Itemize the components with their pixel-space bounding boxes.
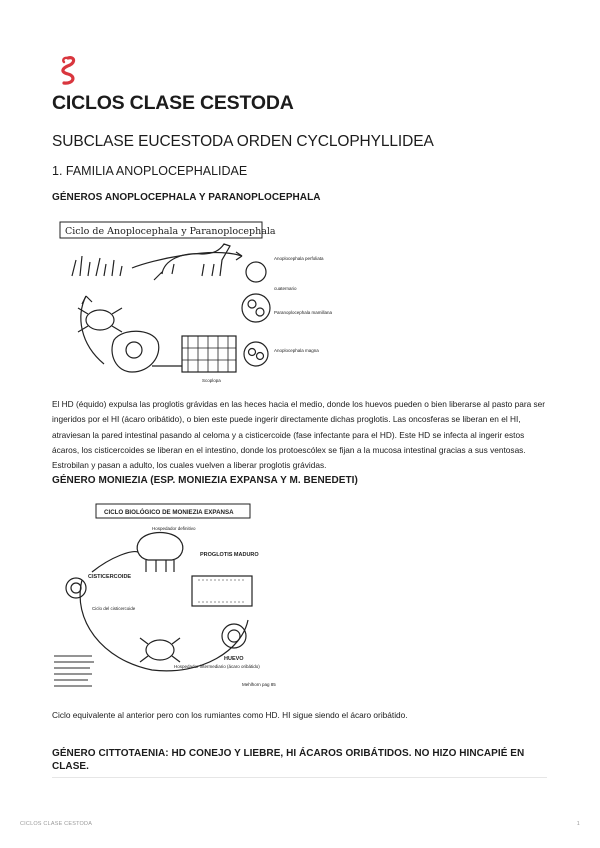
grass-drawing [72,256,122,276]
moniezia-paragraph: Ciclo equivalente al anterior pero con los rumiantes como HD. HI sigue siendo el ácaro oribátido. [52,710,408,720]
section-heading-anoplocephala: GÉNEROS ANOPLOCEPHALA Y PARANOPLOCEPHALA [52,192,321,203]
label-magna: Anoplocephala magna [274,348,319,353]
divider [52,777,547,778]
figure-title-moniezia: CICLO BIOLÓGICO DE MONIEZIA EXPANSA [104,509,234,516]
label-egg: HUEVO [224,656,244,662]
page-title: CICLOS CLASE CESTODA [52,92,294,114]
label-cuaternario: cuaternario [274,286,297,291]
anoplocephala-cycle-figure [52,216,342,386]
worm-logo-icon [52,54,80,86]
section-heading-cittotaenia: GÉNERO CITTOTAENIA: HD CONEJO Y LIEBRE, HI ÁCAROS ORIBÁTIDOS. NO HIZO HINCAPIÉ EN CLASE. [52,748,525,772]
figure-title: Ciclo de Anoplocephala y Paranoplocephala [65,226,276,237]
label-mature-proglottid: PROGLOTIS MADURO [200,552,259,558]
footer-page-number: 1 [576,821,580,827]
egg-drawing [112,331,159,372]
horse-drawing [154,244,230,280]
cysticercoid-drawing [66,578,86,598]
scolex-perfoliata [246,262,266,282]
label-reference: Mehlhorn pag 85 [242,682,276,687]
subclass-heading: SUBCLASE EUCESTODA ORDEN CYCLOPHYLLIDEA [52,133,434,150]
label-cysticercoid: CISTICERCOIDE [88,574,132,580]
label-intermediate-host: Hospedador intermediario (ácaro oribátido) [174,664,260,669]
sheep-drawing [137,533,183,561]
scolex-magna [244,342,268,366]
moniezia-cycle-figure [52,500,292,696]
label-definitive-host: Hospedador definitivo [152,526,196,531]
cycle-arrow-arc [80,580,248,671]
scolex-mamillana [242,294,270,322]
legend-text-block [54,656,94,686]
label-perfoliata: Anoplocephala perfoliata [274,256,324,261]
oribatid-mite-drawing [146,640,174,660]
label-mamillana: Paranoplocephala mamillana [274,310,333,315]
anoplocephala-paragraph: El HD (équido) expulsa las proglotis grávidas en las heces hacia el medio, donde los huevos pueden o bien liberarse al pasto para ser ingeridos por el HI (ácaro oribátido), o bien este puede ingerir directamente dichas proglotis. Las oncosferas se liberan en el HI, atraviesan la pared intestinal pasando al celoma y a cisticercoide (fase infectante para el HD). Este HD se infecta al ingerir estos ácaros, los cisticercoides se liberan en el intestino, donde los protoescólex se fijan a la mucosa intestinal gracias a sus ventosas. Estrobilan y pasan a adulto, los cuales vuelven a liberar proglotis grávidas. [52,399,546,471]
label-cysticercoid-cycle: Ciclo del cisticercoide [92,606,136,611]
mite-drawing [86,310,114,330]
footer-title: CICLOS CLASE CESTODA [20,821,93,827]
mature-proglottid-drawing [192,576,252,606]
section-heading-moniezia: GÉNERO MONIEZIA (ESP. MONIEZIA EXPANSA Y M. BENEDETI) [52,475,358,486]
family-heading: 1. FAMILIA ANOPLOCEPHALIDAE [52,164,248,178]
label-scoplopa: Scoplopa [202,378,221,383]
